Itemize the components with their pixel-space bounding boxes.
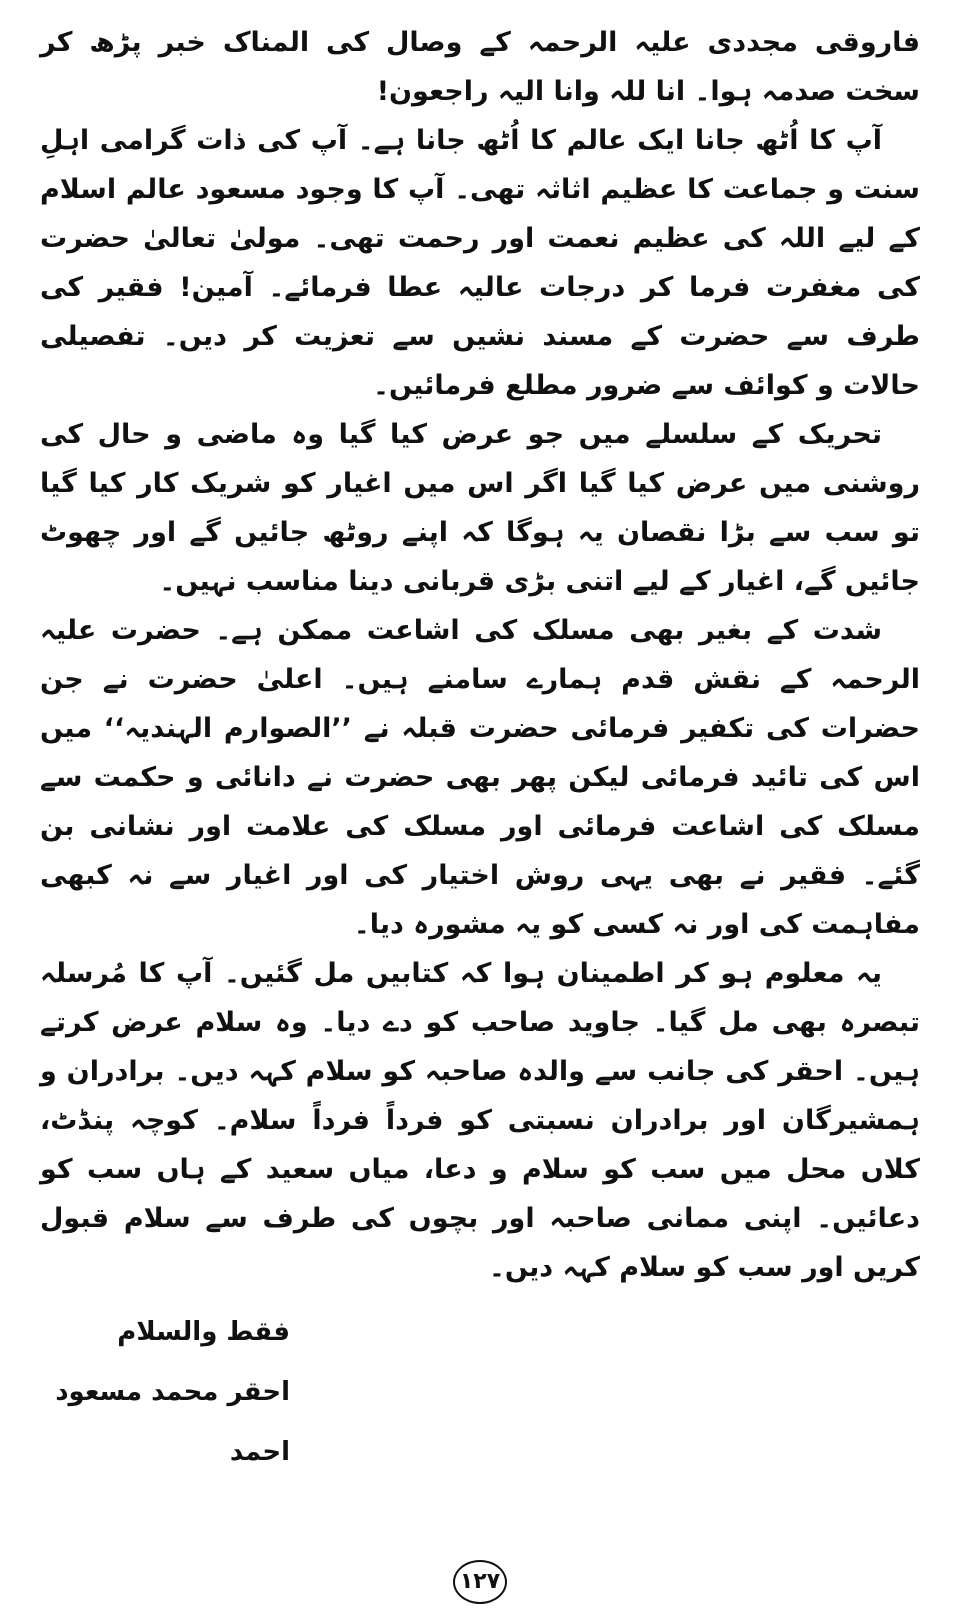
paragraph-moderation: شدت کے بغیر بھی مسلک کی اشاعت ممکن ہے۔ حضرت علیہ الرحمہ کے نقش قدم ہمارے سامنے ہیں۔ اعلیٰ حضرت نے جن حضرات کی تکفیر فرمائی حضرت قبلہ نے ’’الصوارم الہندیہ‘‘ میں اس کی تائید فرمائی لیکن پھر بھی حضرت نے دانائی و حکمت سے مسلک کی اشاعت فرمائی اور مسلک کی علامت اور نشانی بن گئے۔ فقیر نے بھی یہی روش اختیار کی اور اغیار سے نہ کبھی مفاہمت کی اور نہ کسی کو یہ مشورہ دیا۔ <box>40 615 920 940</box>
paragraph-movement: تحریک کے سلسلے میں جو عرض کیا گیا وہ ماضی و حال کی روشنی میں عرض کیا گیا اگر اس میں اغیار کو شریک کار کیا گیا تو سب سے بڑا نقصان یہ ہوگا کہ اپنے روٹھ جائیں گے اور چھوٹ جائیں گے، اغیار کے لیے اتنی بڑی قربانی دینا مناسب نہیں۔ <box>40 419 920 597</box>
page-number <box>0 1560 960 1604</box>
signature: احقر محمد مسعود احمد <box>55 1377 290 1467</box>
letter-body <box>40 18 920 1292</box>
paragraph-opening: فاروقی مجددی علیہ الرحمہ کے وصال کی المناک خبر پڑھ کر سخت صدمہ ہوا۔ انا للہ وانا الیہ راجعون! <box>40 27 920 107</box>
paragraph-greetings: یہ معلوم ہو کر اطمینان ہوا کہ کتابیں مل گئیں۔ آپ کا مُرسلہ تبصرہ بھی مل گیا۔ جاوید صاحب کو دے دیا۔ وہ سلام عرض کرتے ہیں۔ احقر کی جانب سے والدہ صاحبہ کو سلام کہہ دیں۔ برادران و ہمشیرگان اور برادران نسبتی کو فرداً فرداً سلام۔ کوچہ پنڈٹ، کلاں محل میں سب کو سلام و دعا، میاں سعید کے ہاں سب کو دعائیں۔ اپنی ممانی صاحبہ اور بچوں کی طرف سے سلام قبول کریں اور سب کو سلام کہہ دیں۔ <box>40 958 920 1283</box>
closing-salutation: فقط والسلام <box>117 1317 290 1347</box>
paragraph-condolence: آپ کا اُٹھ جانا ایک عالم کا اُٹھ جانا ہے۔ آپ کی ذات گرامی اہلِ سنت و جماعت کا عظیم اثاثہ تھی۔ آپ کا وجود مسعود عالم اسلام کے لیے اللہ کی عظیم نعمت اور رحمت تھی۔ مولیٰ تعالیٰ حضرت کی مغفرت فرما کر درجات عالیہ عطا فرمائے۔ آمین! فقیر کی طرف سے حضرت کے مسند نشیں سے تعزیت کر دیں۔ تفصیلی حالات و کوائف سے ضرور مطلع فرمائیں۔ <box>40 125 920 401</box>
page-number-label: ۱۲۷ <box>453 1560 507 1604</box>
